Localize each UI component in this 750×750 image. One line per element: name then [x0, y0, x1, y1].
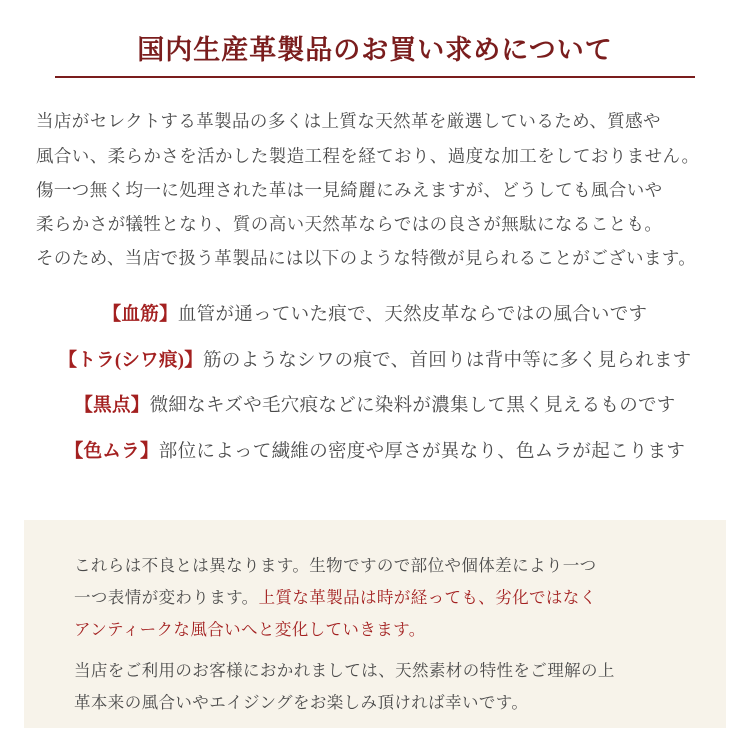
intro-line: 風合い、柔らかさを活かした製造工程を経ており、過度な加工をしておりません。	[36, 145, 700, 166]
intro-line: 当店がセレクトする革製品の多くは上質な天然革を厳選しているため、質感や	[36, 111, 661, 132]
feature-item	[24, 301, 726, 330]
feature-text: 部位によって繊維の密度や厚さが異なり、色ムラが起こります	[158, 442, 686, 463]
note-line	[58, 614, 692, 646]
feature-tag: 【色ムラ】	[64, 442, 159, 463]
note-spacer	[58, 647, 692, 655]
intro-line: 傷一つ無く均一に処理された革は一見綺麗にみえますが、どうしても風合いや	[36, 179, 663, 200]
note-box	[24, 520, 726, 728]
note-line: 当店をご利用のお客様におかれましては、天然素材の特性をご理解の上	[74, 660, 615, 680]
note-line	[58, 582, 692, 614]
feature-list	[24, 301, 726, 467]
note-line: これらは不良とは異なります。生物ですので部位や個体差により一つ	[74, 556, 597, 575]
feature-item	[24, 438, 726, 467]
note-accent-text: アンティークな風合いへと変化していきます。	[74, 620, 426, 640]
feature-tag: 【血筋】	[102, 305, 178, 326]
feature-item	[24, 392, 726, 421]
feature-text: 筋のようなシワの痕で、首回りは背中等に多く見られます	[203, 350, 692, 371]
title-block	[55, 34, 695, 78]
feature-tag: 【トラ(シワ痕)】	[58, 350, 204, 371]
feature-text: 血管が通っていた痕で、天然皮革ならではの風合いです	[177, 305, 648, 326]
feature-tag: 【黒点】	[74, 396, 150, 417]
note-accent-text: 上質な革製品は時が経っても、劣化ではなく	[258, 588, 597, 608]
intro-paragraph	[36, 104, 714, 275]
feature-item	[24, 347, 726, 376]
note-text: 一つ表情が変わります。	[74, 588, 259, 608]
feature-text: 微細なキズや毛穴痕などに染料が濃集して黒く見えるものです	[149, 396, 676, 417]
page-title: 国内生産革製品のお買い求めについて	[137, 35, 613, 65]
intro-line: そのため、当店で扱う革製品には以下のような特徴が見られることがございます。	[36, 247, 697, 268]
intro-line: 柔らかさが犠牲となり、質の高い天然革ならではの良さが無駄になることも。	[36, 213, 663, 234]
note-line: 革本来の風合いやエイジングをお楽しみ頂ければ幸いです。	[74, 692, 529, 712]
